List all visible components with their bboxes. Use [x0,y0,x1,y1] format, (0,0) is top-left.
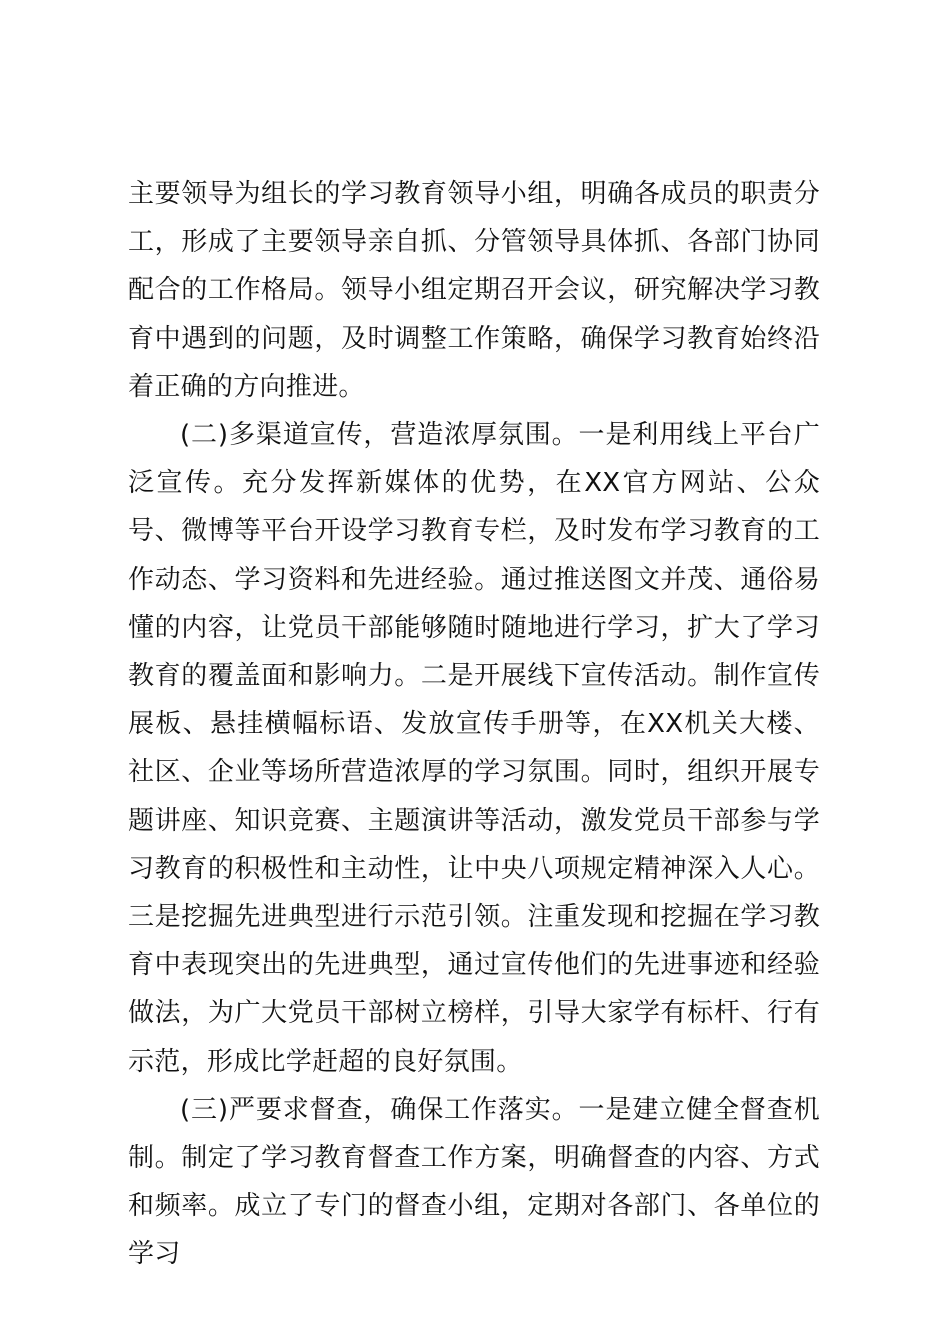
document-body [128,170,820,1279]
paragraph-leadership-group: 主要领导为组长的学习教育领导小组，明确各成员的职责分工，形成了主要领导亲自抓、分管领导具体抓、各部门协同配合的工作格局。领导小组定期召开会议，研究解决学习教育中遇到的问题，及时调整工作策略，确保学习教育始终沿着正确的方向推进。 [128,179,820,402]
paragraph-supervision: (三)严要求督查，确保工作落实。一是建立健全督查机制。制定了学习教育督查工作方案，明确督查的内容、方式和频率。成立了专门的督查小组，定期对各部门、各单位的学习 [128,1094,820,1270]
paragraph-publicity: (二)多渠道宣传，营造浓厚氛围。一是利用线上平台广泛宣传。充分发挥新媒体的优势，在XX官方网站、公众号、微博等平台开设学习教育专栏，及时发布学习教育的工作动态、学习资料和先进经验。通过推送图文并茂、通俗易懂的内容，让党员干部能够随时随地进行学习，扩大了学习教育的覆盖面和影响力。二是开展线下宣传活动。制作宣传展板、悬挂横幅标语、发放宣传手册等，在XX机关大楼、社区、企业等场所营造浓厚的学习氛围。同时，组织开展专题讲座、知识竞赛、主题演讲等活动，激发党员干部参与学习教育的积极性和主动性，让中央八项规定精神深入人心。三是挖掘先进典型进行示范引领。注重发现和挖掘在学习教育中表现突出的先进典型，通过宣传他们的先进事迹和经验做法，为广大党员干部树立榜样，引导大家学有标杆、行有示范，形成比学赶超的良好氛围。 [128,420,820,1077]
